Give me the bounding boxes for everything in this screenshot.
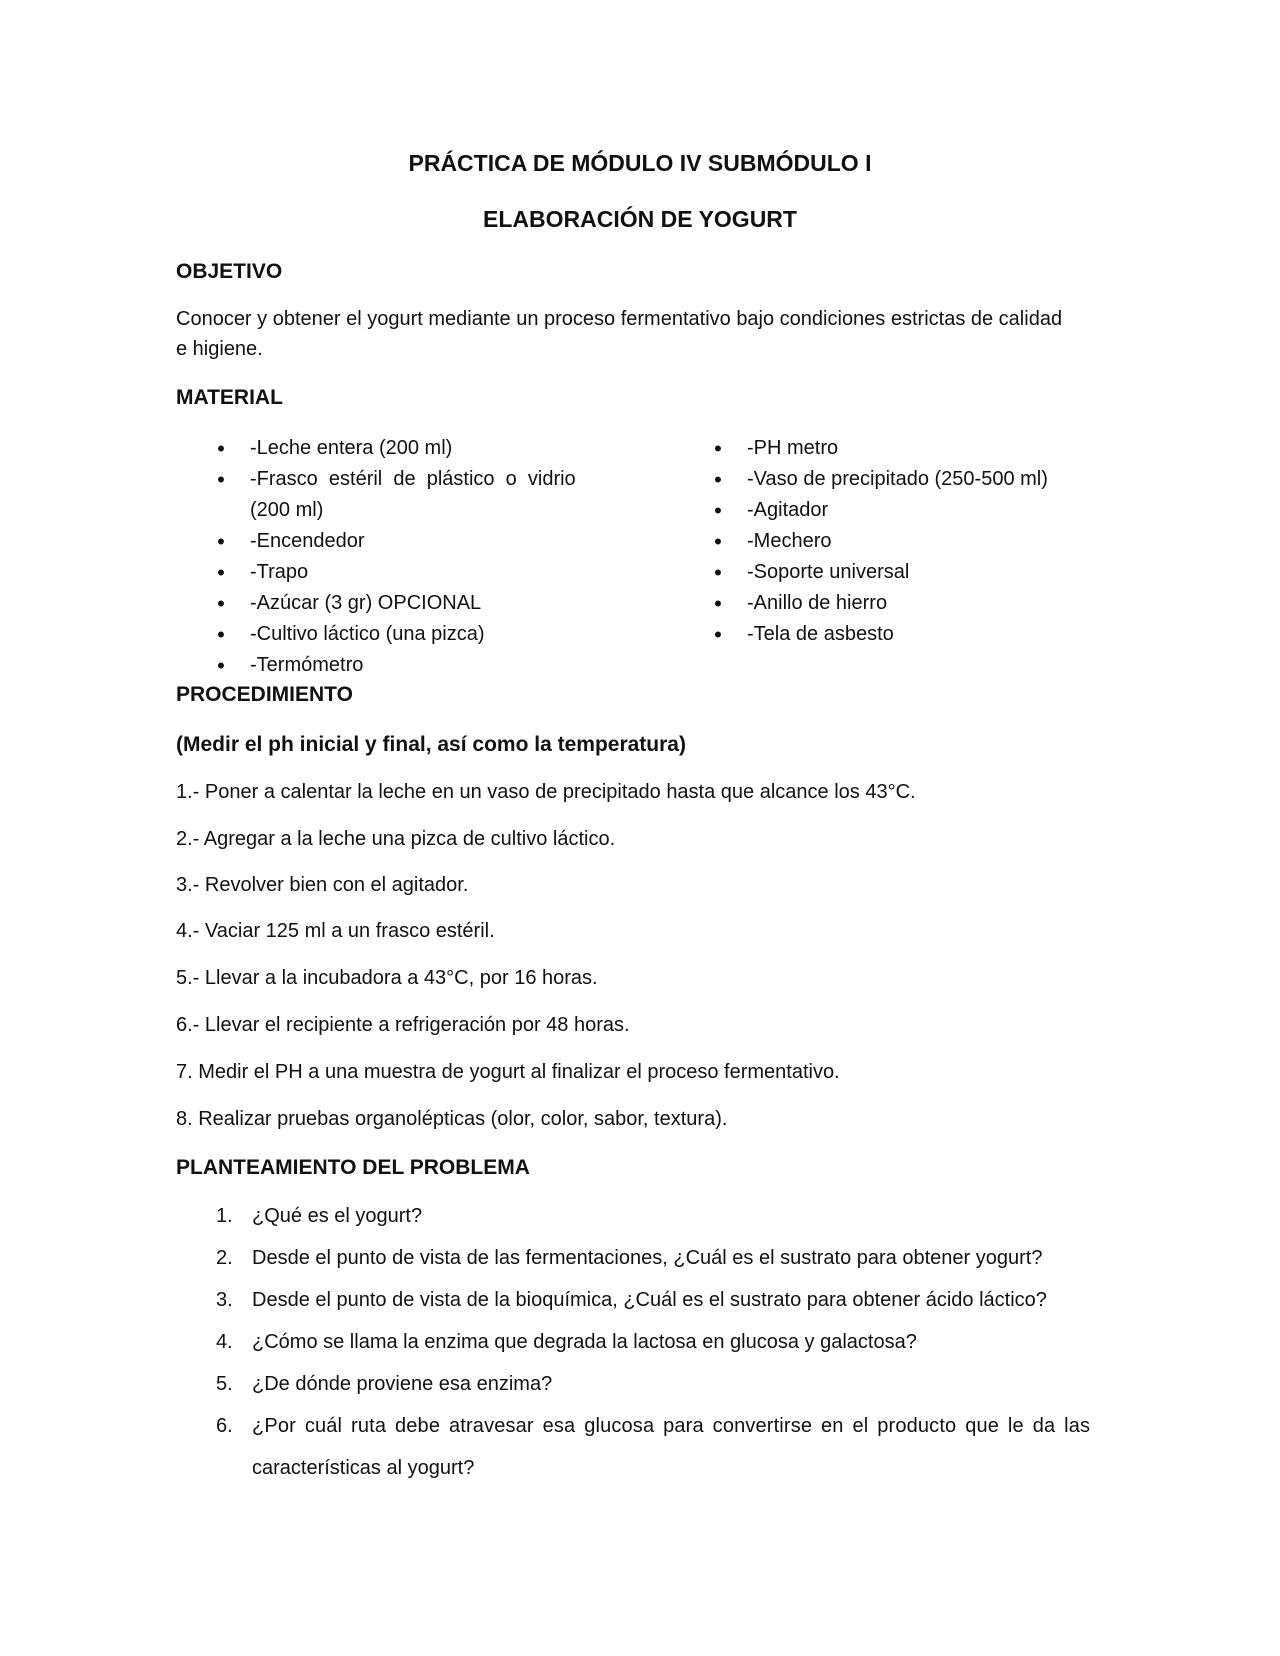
question-number: 5.: [216, 1373, 233, 1395]
procedure-step: 1.- Poner a calentar la leche en un vaso de precipitado hasta que alcance los 43°C.: [176, 781, 916, 803]
bullet-icon: •: [714, 498, 722, 523]
list-item-text: (200 ml): [250, 499, 324, 521]
bullet-icon: •: [217, 622, 225, 647]
question-text: ¿De dónde proviene esa enzima?: [252, 1373, 553, 1395]
list-item: [214, 619, 634, 650]
list-item-text: -Tela de asbesto: [747, 623, 894, 645]
list-item: [214, 526, 634, 557]
list-item-text: -Cultivo láctico (una pizca): [250, 623, 485, 645]
document-subtitle: ELABORACIÓN DE YOGURT: [483, 206, 797, 232]
procedure-step: 7. Medir el PH a una muestra de yogurt al finalizar el proceso fermentativo.: [176, 1061, 840, 1083]
list-item-text: -PH metro: [747, 437, 839, 459]
procedure-step: 8. Realizar pruebas organolépticas (olor, color, sabor, textura).: [176, 1108, 728, 1130]
objetivo-text-line1: Conocer y obtener el yogurt mediante un proceso fermentativo bajo condiciones estrictas de calidad: [176, 308, 1063, 330]
material-list-left: [214, 433, 634, 681]
question-number: 4.: [216, 1331, 233, 1353]
bullet-icon: •: [714, 529, 722, 554]
procedure-step: 5.- Llevar a la incubadora a 43°C, por 16 horas.: [176, 967, 598, 989]
list-item-text: -Leche entera (200 ml): [250, 437, 453, 459]
list-item-text: -Mechero: [747, 530, 832, 552]
bullet-icon: •: [217, 653, 225, 678]
bullet-icon: •: [217, 560, 225, 585]
bullet-icon: •: [714, 467, 722, 492]
list-item: [214, 650, 634, 681]
procedure-step: 2.- Agregar a la leche una pizca de cultivo láctico.: [176, 828, 616, 850]
question-text: ¿Cómo se llama la enzima que degrada la lactosa en glucosa y galactosa?: [252, 1331, 917, 1353]
bullet-icon: •: [714, 622, 722, 647]
list-item-text: -Encendedor: [250, 530, 365, 552]
question-number: 3.: [216, 1289, 233, 1311]
question-text: ¿Por cuál ruta debe atravesar esa glucosa para convertirse en el producto que le da las: [252, 1415, 1091, 1437]
list-item: [711, 433, 1131, 464]
question-number: 1.: [216, 1205, 233, 1227]
objetivo-text-line2: e higiene.: [176, 338, 263, 360]
objetivo-heading: OBJETIVO: [176, 260, 283, 283]
list-item-text: -Vaso de precipitado (250-500 ml): [747, 468, 1048, 490]
list-item-text: -Soporte universal: [747, 561, 910, 583]
list-item: [711, 464, 1131, 495]
bullet-icon: •: [217, 529, 225, 554]
question-text: ¿Qué es el yogurt?: [252, 1205, 423, 1227]
list-item: [214, 588, 634, 619]
procedure-step: 3.- Revolver bien con el agitador.: [176, 874, 469, 896]
procedimiento-heading: PROCEDIMIENTO: [176, 683, 353, 706]
question-number: 2.: [216, 1247, 233, 1269]
question-number: 6.: [216, 1415, 233, 1437]
bullet-icon: •: [217, 591, 225, 616]
question-text: Desde el punto de vista de las fermentaciones, ¿Cuál es el sustrato para obtener yogurt?: [252, 1247, 1043, 1269]
question-text: características al yogurt?: [252, 1457, 475, 1479]
list-item: [711, 557, 1131, 588]
list-item-text: -Termómetro: [250, 654, 364, 676]
document-title: PRÁCTICA DE MÓDULO IV SUBMÓDULO I: [408, 150, 872, 176]
bullet-icon: •: [714, 591, 722, 616]
list-item: [711, 495, 1131, 526]
question-text: Desde el punto de vista de la bioquímica, ¿Cuál es el sustrato para obtener ácido láctico?: [252, 1289, 1047, 1311]
list-item: [711, 526, 1131, 557]
planteamiento-heading: PLANTEAMIENTO DEL PROBLEMA: [176, 1156, 530, 1179]
bullet-icon: •: [714, 560, 722, 585]
list-item-text: -Azúcar (3 gr) OPCIONAL: [250, 592, 482, 614]
list-item: [214, 464, 634, 495]
list-item: [711, 588, 1131, 619]
material-list-right: [711, 433, 1131, 650]
bullet-icon: •: [714, 436, 722, 461]
list-item: [711, 619, 1131, 650]
list-item-text: -Agitador: [747, 499, 829, 521]
list-item: [214, 433, 634, 464]
bullet-icon: •: [217, 436, 225, 461]
procedure-step: 6.- Llevar el recipiente a refrigeración por 48 horas.: [176, 1014, 630, 1036]
procedure-step: 4.- Vaciar 125 ml a un frasco estéril.: [176, 920, 495, 942]
material-heading: MATERIAL: [176, 386, 283, 409]
list-item-text: -Frasco estéril de plástico o vidrio: [250, 468, 576, 490]
list-item: [214, 557, 634, 588]
bullet-icon: •: [217, 467, 225, 492]
list-item-text: -Trapo: [250, 561, 309, 583]
list-item-text: -Anillo de hierro: [747, 592, 888, 614]
procedimiento-subheading: (Medir el ph inicial y final, así como la temperatura): [176, 733, 686, 756]
list-item-continuation: [214, 495, 634, 526]
